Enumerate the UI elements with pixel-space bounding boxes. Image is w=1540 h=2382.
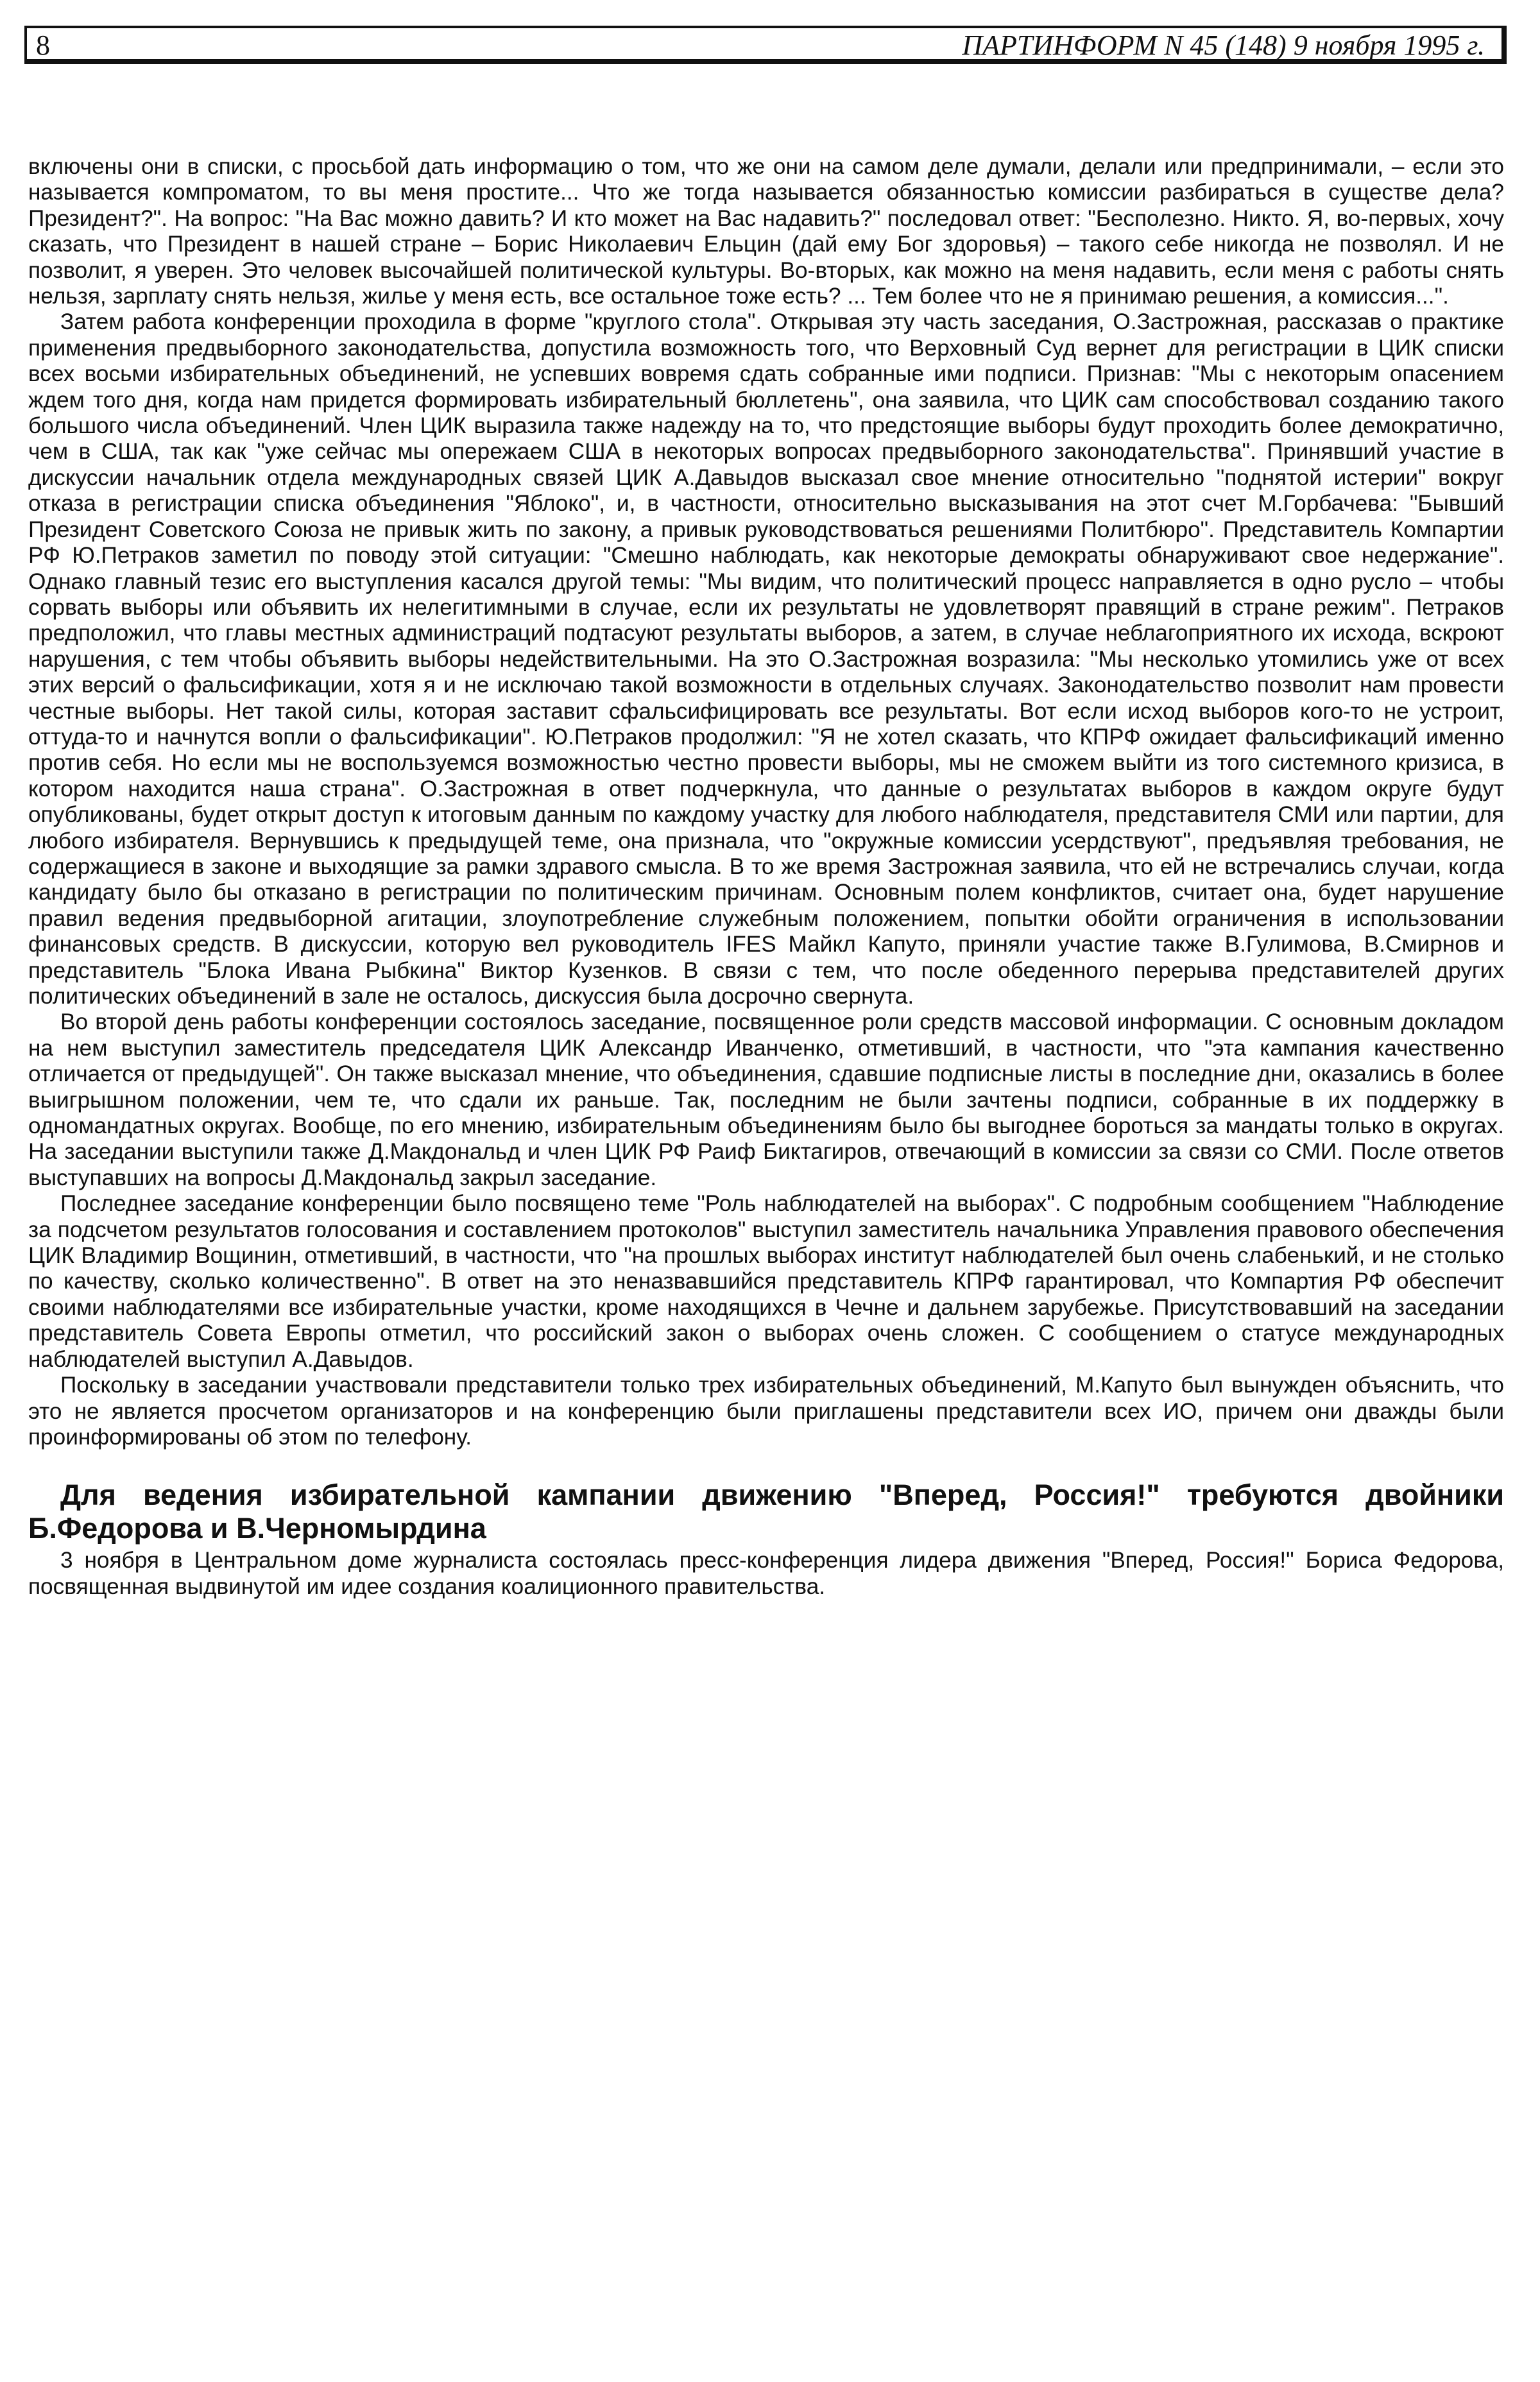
page-number: 8 xyxy=(36,30,50,61)
paragraph: Поскольку в заседании участвовали представители только трех избирательных объединений, М.Капуто был вынужден объяснить, что это не является просчетом организаторов и на конференцию были приглашены представители всех ИО, причем они дважды были проинформированы об этом по телефону. xyxy=(28,1373,1504,1450)
page-header xyxy=(24,26,1507,64)
paragraph: Во второй день работы конференции состоялось заседание, посвященное роли средств массовой информации. С основным докладом на нем выступил заместитель председателя ЦИК Александр Иванченко, отметивший, в частности, что "эта кампания качественно отличается от предыдущей". Он также высказал мнение, что объединения, сдавшие подписные листы в последние дни, оказались в более выигрышном положении, чем те, что сдали их раньше. Так, последним не были зачтены подписи, собранные в их поддержку в одномандатных округах. Вообще, по его мнению, избирательным объединениям было бы выгоднее бороться за мандаты только в округах. На заседании выступили также Д.Макдональд и член ЦИК РФ Раиф Биктагиров, отвечающий в комиссии за связи со СМИ. После ответов выступавших на вопросы Д.Макдональд закрыл заседание. xyxy=(28,1009,1504,1190)
article-headline: Для ведения избирательной кампании движению "Вперед, Россия!" требуются двойники Б.Федорова и В.Черномырдина xyxy=(28,1478,1504,1545)
paragraph: Последнее заседание конференции было посвящено теме "Роль наблюдателей на выборах". С подробным сообщением "Наблюдение за подсчетом результатов голосования и составлением протоколов" выступил заместитель начальника Управления правового обеспечения ЦИК Владимир Вощинин, отметивший, в частности, что "на прошлых выборах институт наблюдателей был очень слабенький, и не столько по качеству, сколько количественно". В ответ на это неназвавшийся представитель КПРФ гарантировал, что Компартия РФ обеспечит своими наблюдателями все избирательные участки, кроме находящихся в Чечне и дальнем зарубежье. Присутствовавший на заседании представитель Совета Европы отметил, что российский закон о выборах очень сложен. С сообщением о статусе международных наблюдателей выступил А.Давыдов. xyxy=(28,1191,1504,1372)
paragraph: включены они в списки, с просьбой дать информацию о том, что же они на самом деле думали, делали или предпринимали, – если это называется компроматом, то вы меня простите... Что же тогда называется обязанностью комиссии разбираться в существе дела? Президент?". На вопрос: "На Вас можно давить? И кто может на Вас надавить?" последовал ответ: "Бесполезно. Никто. Я, во-первых, хочу сказать, что Президент в нашей стране – Борис Николаевич Ельцин (дай ему Бог здоровья) – такого себе никогда не позволял. И не позволит, я уверен. Это человек высочайшей политической культуры. Во-вторых, как можно на меня надавить, если меня с работы снять нельзя, зарплату снять нельзя, жилье у меня есть, все остальное тоже есть? ... Тем более что не я принимаю решения, а комиссия...". xyxy=(28,154,1504,309)
article-body xyxy=(28,154,1504,1600)
paragraph: Затем работа конференции проходила в форме "круглого стола". Открывая эту часть заседания, О.Застрожная, рассказав о практике применения предвыборного законодательства, допустила возможность того, что Верховный Суд вернет для регистрации в ЦИК списки всех восьми избирательных объединений, не успевших вовремя сдать собранные ими подписи. Признав: "Мы с некоторым опасением ждем того дня, когда нам придется формировать избирательный бюллетень", она заявила, что ЦИК сам способствовал созданию такого большого числа объединений. Член ЦИК выразила также надежду на то, что предстоящие выборы будут проходить более демократично, чем в США, так как "уже сейчас мы опережаем США в некоторых вопросах предвыборного законодательства". Принявший участие в дискуссии начальник отдела международных связей ЦИК А.Давыдов высказал свое мнение относительно "поднятой истерии" вокруг отказа в регистрации списка объединения "Яблоко", и, в частности, относительно высказывания на этот счет М.Горбачева: "Бывший Президент Советского Союза не привык жить по закону, а привык руководствоваться решениями Политбюро". Представитель Компартии РФ Ю.Петраков заметил по поводу этой ситуации: "Смешно наблюдать, как некоторые демократы обнаруживают свое недержание". Однако главный тезис его выступления касался другой темы: "Мы видим, что политический процесс направляется в одно русло – чтобы сорвать выборы или объявить их нелегитимными в случае, если их результаты не удовлетворят правящий в стране режим". Петраков предположил, что главы местных администраций подтасуют результаты выборов, а затем, в случае неблагоприятного их исхода, вскроют нарушения, с тем чтобы объявить выборы недействительными. На это О.Застрожная возразила: "Мы несколько утомились уже от всех этих версий о фальсификации, хотя я и не исключаю такой возможности в отдельных случаях. Законодательство позволит нам провести честные выборы. Нет такой силы, которая заставит сфальсифицировать все результаты. Вот если исход выборов кого-то не устроит, оттуда-то и начнутся вопли о фальсификации". Ю.Петраков продолжил: "Я не хотел сказать, что КПРФ ожидает фальсификаций именно против себя. Но если мы не воспользуемся возможностью честно провести выборы, мы не сможем выйти из того системного кризиса, в котором находится наша страна". О.Застрожная в ответ подчеркнула, что данные о результатах выборов в каждом округе будут опубликованы, будет открыт доступ к итоговым данным по каждому участку для любого наблюдателя, представителя СМИ или партии, для любого избирателя. Вернувшись к предыдущей теме, она признала, что "окружные комиссии усердствуют", предъявляя требования, не содержащиеся в законе и выходящие за рамки здравого смысла. В то же время Застрожная заявила, что ей не встречались случаи, когда кандидату было бы отказано в регистрации по политическим причинам. Основным полем конфликтов, считает она, будет нарушение правил ведения предвыборной агитации, злоупотребление служебным положением, попытки обойти ограничения в использовании финансовых средств. В дискуссии, которую вел руководитель IFES Майкл Капуто, приняли участие также В.Гулимова, В.Смирнов и представитель "Блока Ивана Рыбкина" Виктор Кузенков. В связи с тем, что после обеденного перерыва представителей других политических объединений в зале не осталось, дискуссия была досрочно свернута. xyxy=(28,309,1504,1009)
article-lead: 3 ноября в Центральном доме журналиста состоялась пресс-конференция лидера движения "Вперед, Россия!" Бориса Федорова, посвященная выдвинутой им идее создания коалиционного правительства. xyxy=(28,1548,1504,1599)
issue-info: ПАРТИНФОРМ N 45 (148) 9 ноября 1995 г. xyxy=(962,30,1485,61)
newspaper-page xyxy=(24,26,1514,2355)
